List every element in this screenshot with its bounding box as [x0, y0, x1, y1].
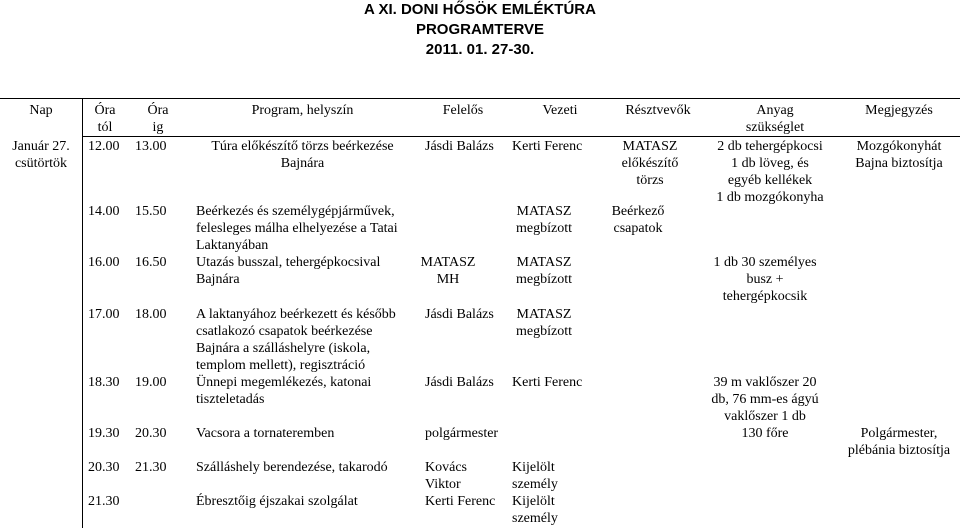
row1-program-line3: Laktanyában	[196, 238, 269, 253]
row0-anyag-line1: 2 db tehergépkocsi	[717, 139, 823, 154]
header-ora-ig-2: ig	[152, 120, 164, 135]
row3-program-line4: templom mellett), regisztráció	[196, 358, 366, 373]
row3-vezeti-line1: MATASZ	[516, 307, 572, 322]
row3-vezeti-line2: megbízott	[516, 324, 572, 339]
row0-resztvevok-line2: előkészítő	[621, 156, 679, 171]
row4-vezeti: Kerti Ferenc	[512, 375, 583, 390]
row2-felelos-line2: MH	[436, 272, 460, 287]
row5-megjegyzes-line2: plébánia biztosítja	[847, 443, 951, 458]
row1-resztvevok-line1: Beérkező	[611, 204, 665, 219]
header-vezeti: Vezeti	[542, 103, 578, 118]
row4-felelos: Jásdi Balázs	[425, 375, 494, 390]
row0-ig: 13.00	[135, 139, 167, 154]
row0-tol: 12.00	[88, 139, 120, 154]
row0-megjegyzes-line2: Bajna biztosítja	[855, 156, 943, 171]
row5-anyag: 130 főre	[741, 426, 789, 441]
row0-anyag-line2: 1 db löveg, és	[731, 156, 809, 171]
row0-felelos: Jásdi Balázs	[425, 139, 494, 154]
row6-program: Szálláshely berendezése, takarodó	[196, 460, 388, 475]
table-row1-top-border	[82, 136, 960, 137]
row3-program-line1: A laktanyához beérkezett és később	[196, 307, 396, 322]
row4-tol: 18.30	[88, 375, 120, 390]
row1-ig: 15.50	[135, 204, 167, 219]
row0-megjegyzes-line1: Mozgókonyhát	[856, 139, 942, 154]
row0-anyag-line3: egyéb kellékek	[727, 173, 813, 188]
document-title-line1: A XI. DONI HŐSÖK EMLÉKTÚRA	[364, 1, 596, 18]
row0-vezeti: Kerti Ferenc	[512, 139, 583, 154]
row7-vezeti-line1: Kijelölt	[512, 494, 555, 509]
document-title-line2: PROGRAMTERVE	[415, 21, 545, 38]
row1-vezeti-line1: MATASZ	[516, 204, 572, 219]
row3-felelos: Jásdi Balázs	[425, 307, 494, 322]
row4-anyag-line3: vaklőszer 1 db	[724, 409, 806, 424]
table-day-divider	[82, 98, 83, 528]
day-weekday: csütörtök	[14, 156, 68, 171]
row2-program-line2: Bajnára	[196, 272, 240, 287]
row4-program-line1: Ünnepi megemlékezés, katonai	[196, 375, 372, 390]
row4-program-line2: tiszteletadás	[196, 392, 265, 407]
row1-resztvevok-line2: csapatok	[613, 221, 663, 236]
row1-program-line1: Beérkezés és személygépjárművek,	[196, 204, 395, 219]
row7-felelos: Kerti Ferenc	[425, 494, 496, 509]
row7-vezeti-line2: személy	[512, 511, 558, 526]
row0-program-line1: Túra előkészítő törzs beérkezése	[211, 139, 394, 154]
row7-tol: 21.30	[88, 494, 120, 509]
row6-tol: 20.30	[88, 460, 120, 475]
row4-anyag-line2: db, 76 mm-es ágyú	[711, 392, 819, 407]
row2-tol: 16.00	[88, 255, 120, 270]
row2-ig: 16.50	[135, 255, 167, 270]
header-resztvevok: Résztvevők	[625, 103, 691, 118]
row0-resztvevok-line3: törzs	[636, 173, 664, 188]
row7-program: Ébresztőig éjszakai szolgálat	[196, 494, 358, 509]
row2-felelos-line1: MATASZ	[420, 255, 476, 270]
row0-anyag-line4: 1 db mozgókonyha	[716, 190, 824, 205]
header-anyag-1: Anyag	[756, 103, 794, 118]
row2-vezeti-line1: MATASZ	[516, 255, 572, 270]
header-anyag-2: szükséglet	[745, 120, 805, 135]
row3-ig: 18.00	[135, 307, 167, 322]
row6-felelos-line1: Kovács	[425, 460, 467, 475]
row3-tol: 17.00	[88, 307, 120, 322]
row2-program-line1: Utazás busszal, tehergépkocsival	[196, 255, 381, 270]
row0-program-line2: Bajnára	[280, 156, 325, 171]
row6-felelos-line2: Viktor	[425, 477, 461, 492]
row2-vezeti-line2: megbízott	[516, 272, 572, 287]
row0-resztvevok-line1: MATASZ	[622, 139, 678, 154]
header-megjegyzes: Megjegyzés	[865, 103, 933, 118]
row5-tol: 19.30	[88, 426, 120, 441]
row2-anyag-line1: 1 db 30 személyes	[713, 255, 817, 270]
row3-program-line3: Bajnára a szálláshelyre (iskola,	[196, 341, 371, 356]
table-top-border	[0, 98, 960, 99]
row1-vezeti-line2: megbízott	[516, 221, 572, 236]
row1-tol: 14.00	[88, 204, 120, 219]
row2-anyag-line3: tehergépkocsik	[722, 289, 808, 304]
row5-program: Vacsora a tornateremben	[196, 426, 335, 441]
row5-ig: 20.30	[135, 426, 167, 441]
row6-vezeti-line2: személy	[512, 477, 558, 492]
row4-ig: 19.00	[135, 375, 167, 390]
row3-program-line2: csatlakozó csapatok beérkezése	[196, 324, 373, 339]
header-nap: Nap	[29, 103, 53, 118]
row6-vezeti-line1: Kijelölt	[512, 460, 555, 475]
document-title-line3: 2011. 01. 27-30.	[425, 41, 535, 58]
header-ora-tol-1: Óra	[94, 103, 116, 118]
row1-program-line2: felesleges málha elhelyezése a Tatai	[196, 221, 398, 236]
day-date: Január 27.	[12, 139, 70, 154]
row5-felelos: polgármester	[425, 426, 499, 441]
row2-anyag-line2: busz +	[746, 272, 784, 287]
header-program: Program, helyszín	[251, 103, 354, 118]
header-ora-ig-1: Óra	[147, 103, 169, 118]
row4-anyag-line1: 39 m vaklőszer 20	[713, 375, 817, 390]
header-felelos: Felelős	[442, 103, 484, 118]
row6-ig: 21.30	[135, 460, 167, 475]
header-ora-tol-2: tól	[97, 120, 113, 135]
row5-megjegyzes-line1: Polgármester,	[860, 426, 938, 441]
